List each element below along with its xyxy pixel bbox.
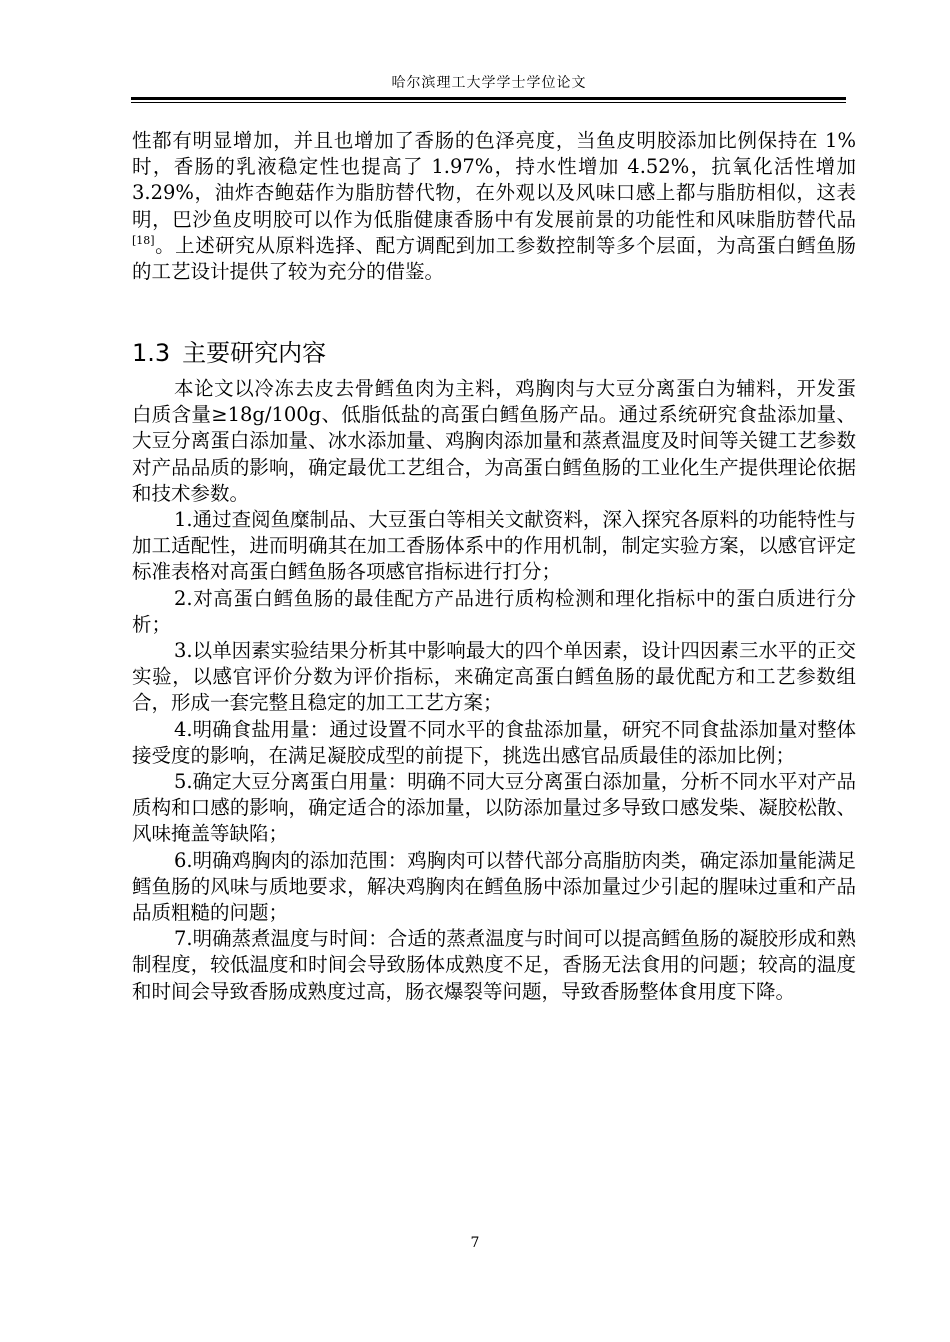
- page-number: 7: [470, 1235, 480, 1251]
- intro-block: [132, 128, 856, 285]
- running-header: 哈尔滨理工大学学士学位论文: [391, 75, 587, 91]
- section-title: 主要研究内容: [182, 339, 327, 367]
- section-number: 1.3: [132, 339, 171, 367]
- intro-paragraph: [132, 128, 856, 285]
- intro-text-before-ref: 性都有明显增加，并且也增加了香肠的色泽亮度，当鱼皮明胶添加比例保持在 1%时，香肠的乳液稳定性也提高了 1.97%，持水性增加 4.52%，抗氧化活性增加 3.29%，油炸杏鲍菇作为脂肪替代物，在外观以及风味口感上都与脂肪相似，这表明，巴沙鱼皮明胶可以作为低脂健康香肠中有发展前景的功能性和风味脂肪替代品: [132, 129, 856, 231]
- paragraph-item-1: 1.通过查阅鱼糜制品、大豆蛋白等相关文献资料，深入探究各原料的功能特性与加工适配性，进而明确其在加工香肠体系中的作用机制，制定实验方案，以感官评定标准表格对高蛋白鳕鱼肠各项感官指标进行打分；: [132, 508, 856, 584]
- paragraph-item-3: 3.以单因素实验结果分析其中影响最大的四个单因素，设计四因素三水平的正交实验，以感官评价分数为评价指标，来确定高蛋白鳕鱼肠的最优配方和工艺参数组合，形成一套完整且稳定的加工工艺方案；: [132, 639, 856, 715]
- paragraph-overview: 本论文以冷冻去皮去骨鳕鱼肉为主料，鸡胸肉与大豆分离蛋白为辅料，开发蛋白质含量≥18g/100g、低脂低盐的高蛋白鳕鱼肠产品。通过系统研究食盐添加量、大豆分离蛋白添加量、冰水添加量、鸡胸肉添加量和蒸煮温度及时间等关键工艺参数对产品品质的影响，确定最优工艺组合，为高蛋白鳕鱼肠的工业化生产提供理论依据和技术参数。: [132, 377, 856, 505]
- citation-ref: [18]: [132, 233, 155, 247]
- section-heading: [132, 336, 326, 370]
- paragraph-item-4: 4.明确食盐用量：通过设置不同水平的食盐添加量，研究不同食盐添加量对整体接受度的影响，在满足凝胶成型的前提下，挑选出感官品质最佳的添加比例；: [132, 717, 856, 767]
- header-rule-thin: [131, 102, 846, 103]
- intro-text-after-ref: 。上述研究从原料选择、配方调配到加工参数控制等多个层面，为高蛋白鳕鱼肠的工艺设计提供了较为充分的借鉴。: [132, 233, 856, 284]
- paragraph-item-2: 2.对高蛋白鳕鱼肠的最佳配方产品进行质构检测和理化指标中的蛋白质进行分析；: [132, 586, 856, 636]
- paragraph-item-5: 5.确定大豆分离蛋白用量：明确不同大豆分离蛋白添加量，分析不同水平对产品质构和口感的影响，确定适合的添加量，以防添加量过多导致口感发柴、凝胶松散、风味掩盖等缺陷；: [132, 770, 856, 846]
- paragraph-item-7: 7.明确蒸煮温度与时间：合适的蒸煮温度与时间可以提高鳕鱼肠的凝胶形成和熟制程度，较低温度和时间会导致肠体成熟度不足，香肠无法食用的问题；较高的温度和时间会导致香肠成熟度过高，肠衣爆裂等问题，导致香肠整体食用度下降。: [132, 927, 856, 1003]
- section-content: [132, 376, 856, 1005]
- header-rule-thick: [131, 97, 846, 100]
- paragraph-item-6: 6.明确鸡胸肉的添加范围：鸡胸肉可以替代部分高脂肪肉类，确定添加量能满足鳕鱼肠的风味与质地要求，解决鸡胸肉在鳕鱼肠中添加量过少引起的腥味过重和产品品质粗糙的问题；: [132, 848, 856, 925]
